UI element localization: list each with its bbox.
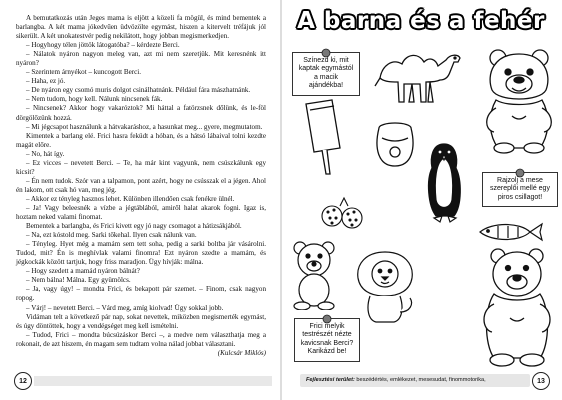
- story-paragraph: – Várj! – nevetett Berci. – Várd meg, amíg kiolvad! Ügy sokkal jobb.: [26, 303, 224, 312]
- story-paragraph: – Ez vicces – nevetett Berci. – Te, ha már kint vagyunk, nem csúszkálunk egy kicsit?: [16, 158, 266, 176]
- story-author: (Kulcsár Miklós): [217, 348, 266, 357]
- story-paragraph: – Én nem tudok. Szór van a talpamon, pont azért, hogy ne csússzak el a jégen. Ahol én lakom, ott csak hó van, meg jég.: [16, 176, 266, 194]
- lion-illustration: [354, 250, 416, 326]
- honey-pot-illustration: [374, 118, 416, 170]
- raspberries-illustration: [318, 196, 370, 236]
- story-paragraph: – Haha, ez jó.: [26, 77, 66, 86]
- task-note-star: [482, 172, 558, 207]
- story-paragraph: – Hogy szedett a mamád nyáron bálnát?: [26, 267, 140, 276]
- story-paragraph: – Ja! Vagy beleesnék a vízbe a jégtáblából, amiről halat akarok fogni. Igaz is, hoztam neked valami finomat.: [16, 203, 266, 222]
- story-paragraph: – Hogyhogy télen jöttök látogatóba? – kérdezte Berci.: [26, 41, 180, 50]
- pushpin-icon: [322, 314, 332, 324]
- page-number-right: 13: [532, 372, 550, 390]
- task-note-pebble-text: Frici melyik testrészét nézte kavicsnak Berci? Karikázd be!: [300, 323, 354, 356]
- story-paragraph: Kimentek a barlang elé. Frici hasra feküdt a hóban, és a hátsó lábaival tolni kezdte magát előre.: [16, 131, 266, 149]
- story-paragraph: – Mi jégcsapot használunk a hátvakaráshoz, a hasunkat meg... gyere, megmutatom.: [26, 122, 263, 131]
- development-area-bar: [300, 374, 530, 387]
- story-paragraph: – Nem tudom, hogy kell. Nálunk nincsenek fák.: [26, 95, 163, 104]
- pushpin-icon: [321, 48, 331, 58]
- left-footer-bar: [34, 376, 272, 386]
- penguin-illustration: [422, 140, 466, 224]
- pushpin-icon: [515, 168, 525, 178]
- story-paragraph: – Nálatok nyáron nagyon meleg van, azt mi nem szeretjük. Mit keresnénk itt nyáron?: [16, 50, 266, 68]
- story-paragraph: – Na, ezt kóstold meg. Sarki tőkehal. Ilyen csak nálunk van.: [26, 231, 197, 240]
- story-paragraph: – Akkor ez tényleg hasznos lehet. Különben illendően csak fenékre ülnél.: [26, 194, 235, 203]
- story-paragraph: Bementek a barlangba, és Frici kivett egy jó nagy csomagot a hátizsákjából.: [26, 222, 242, 231]
- story-paragraph: – De nyáron egy csomó muris dolgot csinálhatnánk. Például fára mászhatnánk.: [26, 86, 251, 95]
- task-note-gifts-text: Színezd ki, mit kaptak egymástól a macik ajándékba!: [298, 57, 354, 90]
- task-note-star-text: Rajzolj a mese szereplői mellé egy piros csillagot!: [490, 177, 550, 201]
- story-paragraph: – Szerintem árnyékot – kuncogott Berci.: [26, 68, 142, 77]
- story-paragraph: Vidáman telt a következő pár nap, sokat nevettek, miközben megismerték egymást, és úgy döntöttek, hogy a vendégséget meg kell ismételni.: [16, 312, 266, 330]
- teddy-bear-illustration: [288, 238, 340, 310]
- task-note-pebble: [294, 318, 360, 362]
- camel-illustration: [370, 44, 466, 106]
- right-page: [282, 0, 562, 400]
- development-area-label: Fejlesztési terület:: [306, 377, 355, 383]
- development-area-text: beszédértés, emlékezet, mesesudat, finommotorika,: [356, 377, 486, 383]
- page-title: A barna és a fehér: [297, 8, 545, 34]
- page-number-left: 12: [14, 372, 32, 390]
- bear-illustration: [482, 44, 556, 156]
- story-paragraph: – Tényleg. Hyet még a mamám sem tett soha, pedig a sarki boltba jár vásárolni. Tudod, mit? Én is meghívlak valami finomra! Ezt nyáron szedte a mamám, és jégkockák között tartjuk, hogy friss maradjon. Ügy hívják: málna.: [16, 240, 266, 267]
- story-paragraph: – No, hát így.: [26, 149, 65, 158]
- story-paragraph: – Tudod, Frici – mondta búcsúzáskor Berci –, a medve nem választhatja meg a rokonait, de azt hiszem, én magam sem tudtam volna nálad jobbat választani.: [16, 330, 266, 348]
- story-paragraph: – Nem bálna! Málna. Egy gyümölcs.: [26, 276, 131, 285]
- popsicle-illustration: [296, 96, 344, 178]
- story-text: [16, 14, 266, 358]
- story-paragraph: A bemutatkozás után Jeges mama is eljött a közeli fa mögül, és mind bementek a barlangba. A két mama jókedvűen üdvözölte egymást, hiszen a kitervelt tréfájuk jól sikerült. A két unokatestvér pedig nekilátott, hogy jobban megismerkedjen.: [16, 14, 266, 41]
- task-note-gifts: [292, 52, 360, 96]
- polar-bear-illustration: [476, 244, 558, 370]
- story-paragraph: – Nincsenek? Akkor hogy vakaróztok? Mi háttal a fatörzsnek dőlünk, és le-föl dörgölőzünk hozzá.: [16, 104, 266, 122]
- story-paragraph: – Ja, vagy úgy! – mondta Frici, és bekapott pár szemet. – Finom, csak nagyon ropog.: [16, 285, 266, 303]
- fish-illustration: [476, 222, 546, 242]
